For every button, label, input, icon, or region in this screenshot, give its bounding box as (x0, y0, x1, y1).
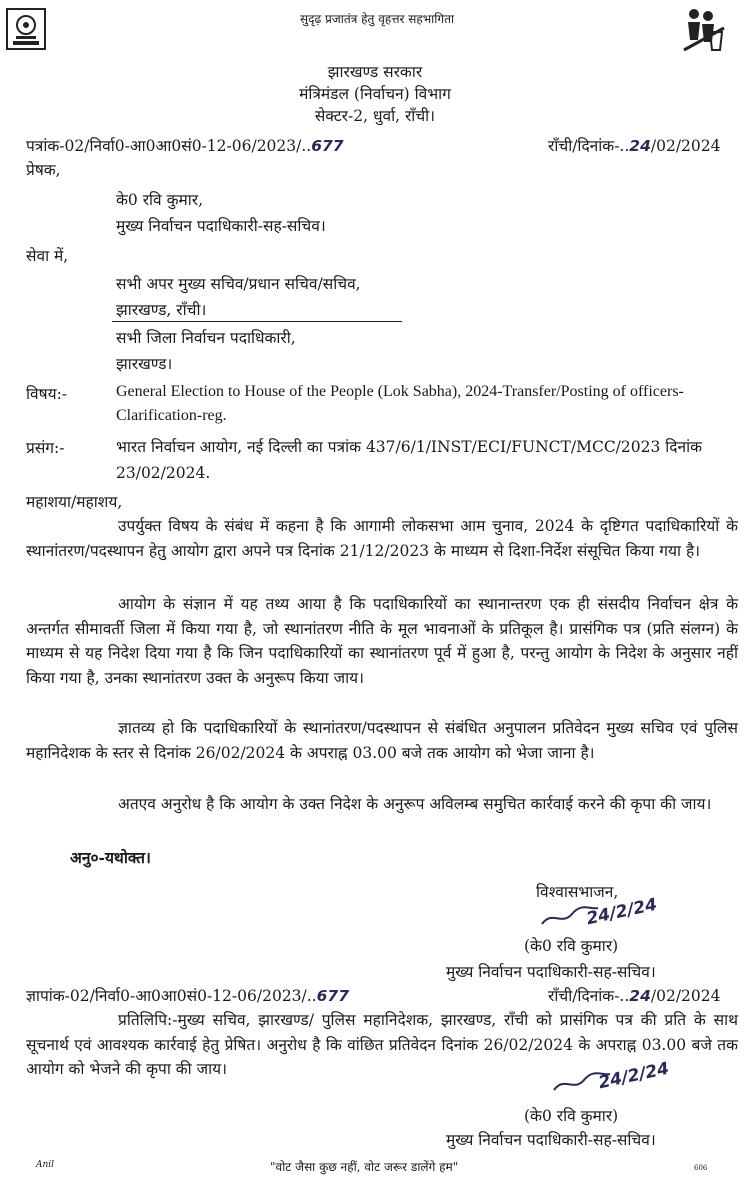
context-label: प्रसंग:- (26, 439, 65, 457)
signer-name: (के0 रवि कुमार) (524, 937, 619, 955)
signature-stroke-icon (540, 904, 600, 928)
enclosure-note: अनु०-यथोक्त। (70, 848, 151, 867)
header-motto: सुदृढ़ प्रजातंत्र हेतु वृहत्तर सहभागिता (300, 12, 455, 26)
body-paragraph-1: उपर्युक्त विषय के संबंध में कहना है कि आगामी लोकसभा आम चुनाव, 2024 के दृष्टिगत पदाधिकारियों के स्थानांतरण/पदस्थापन हेतु आयोग द्वारा अपने पत्र दिनांक 21/12/2023 के माध्यम से दिशा-निर्देश संसूचित किया गया है। (26, 517, 738, 560)
closing: विश्वासभाजन, (536, 883, 619, 901)
copy-signature-stroke-icon (552, 1070, 612, 1094)
copy-text: प्रतिलिपि:-मुख्य सचिव, झारखण्ड/ पुलिस महानिदेशक, झारखण्ड, राँची को प्रासंगिक पत्र की प्रति के साथ सूचनार्थ एवं आवश्यक कार्रवाई हेतु प्रेषित। अनुरोध है कि वांछित प्रतिवेदन दिनांक 26/02/2024 के अपराह्न 03.00 बजे तक आयोग को भेजने की कृपा की जाय। (26, 1011, 738, 1078)
footer-slogan: "वोट जैसा कुछ नहीं, वोट जरूर डालेंगे हम" (270, 1160, 459, 1174)
context-text: भारत निर्वाचन आयोग, नई दिल्ली का पत्रांक 437/6/1/INST/ECI/FUNCT/MCC/2023 दिनांक 23/02/2024. (116, 438, 703, 482)
letter-date: राँची/दिनांक-..24/02/2024 (548, 137, 721, 155)
salutation: महाशया/महाशय, (26, 493, 123, 511)
handwritten-ref-number: 677 (311, 137, 344, 155)
subject-label: विषय:- (26, 385, 68, 403)
recipient-line-4: झारखण्ड। (116, 355, 173, 373)
header-address: सेक्टर-2, धुर्वा, राँची। (314, 107, 436, 125)
recipient-line-2: झारखण्ड, राँची। (116, 301, 207, 319)
handwritten-memo-number: 677 (316, 987, 349, 1005)
subject-text: General Election to House of the People (Lok Sabha), 2024-Transfer/Posting of officers-Clarification-reg. (116, 383, 684, 424)
header-department: मंत्रिमंडल (निर्वाचन) विभाग (299, 85, 451, 103)
body-paragraph-4: अतएव अनुरोध है कि आयोग के उक्त निदेश के अनुरूप अविलम्ब समुचित कार्रवाई करने की कृपा की जाय। (118, 795, 712, 813)
recipient-line-1: सभी अपर मुख्य सचिव/प्रधान सचिव/सचिव, (116, 275, 361, 293)
body-paragraph-3: ज्ञातव्य हो कि पदाधिकारियों के स्थानांतरण/पदस्थापन से संबंधित अनुपालन प्रतिवेदन मुख्य सचिव एवं पुलिस महानिदेशक के स्तर से दिनांक 26/02/2024 के अपराह्न 03.00 बजे तक आयोग को भेजा जाना है। (26, 719, 738, 762)
state-emblem-icon (6, 8, 46, 50)
copy-signature: 24/2/24 (596, 1058, 671, 1094)
sender-name: के0 रवि कुमार, (116, 191, 204, 209)
signer-title: मुख्य निर्वाचन पदाधिकारी-सह-सचिव। (446, 963, 656, 981)
copy-signer-title: मुख्य निर्वाचन पदाधिकारी-सह-सचिव। (446, 1131, 656, 1149)
memo-date: राँची/दिनांक-..24/02/2024 (548, 987, 721, 1005)
signature: 24/2/24 (584, 894, 659, 930)
to-label: सेवा में, (26, 247, 69, 265)
handwritten-memo-date: 24 (629, 987, 651, 1005)
recipient-divider (112, 321, 402, 322)
handwritten-date: 24 (629, 137, 651, 155)
header-government: झारखण्ड सरकार (327, 63, 423, 81)
footer-initials: Anil (36, 1160, 55, 1170)
sender-title: मुख्य निर्वाचन पदाधिकारी-सह-सचिव। (116, 217, 326, 235)
memo-number: ज्ञापांक-02/निर्वा0-आ0आ0सं0-12-06/2023/..677 (26, 987, 349, 1005)
recipient-line-3: सभी जिला निर्वाचन पदाधिकारी, (116, 329, 296, 347)
footer-page-note: 606 (694, 1164, 708, 1172)
sender-label: प्रेषक, (26, 161, 61, 179)
body-paragraph-2: आयोग के संज्ञान में यह तथ्य आया है कि पदाधिकारियों का स्थानान्तरण एक ही संसदीय निर्वाचन क्षेत्र के अन्तर्गत सीमावर्ती जिला में किया गया है, जो स्थानांतरण नीति के मूल भावनाओं के प्रतिकूल है। प्रासंगिक पत्र (प्रति संलग्न) के माध्यम से यह निदेश दिया गया है कि जिन पदाधिकारियों का स्थानांतरण पूर्व में हुआ है, परन्तु आयोग के निदेश के अनुसार नहीं किया गया है, उनका स्थानांतरण उक्त के अनुरूप किया जाय। (26, 595, 738, 687)
reference-number: पत्रांक-02/निर्वा0-आ0आ0सं0-12-06/2023/..677 (26, 137, 344, 155)
voters-logo-icon (680, 6, 728, 54)
copy-signer-name: (के0 रवि कुमार) (524, 1107, 619, 1125)
